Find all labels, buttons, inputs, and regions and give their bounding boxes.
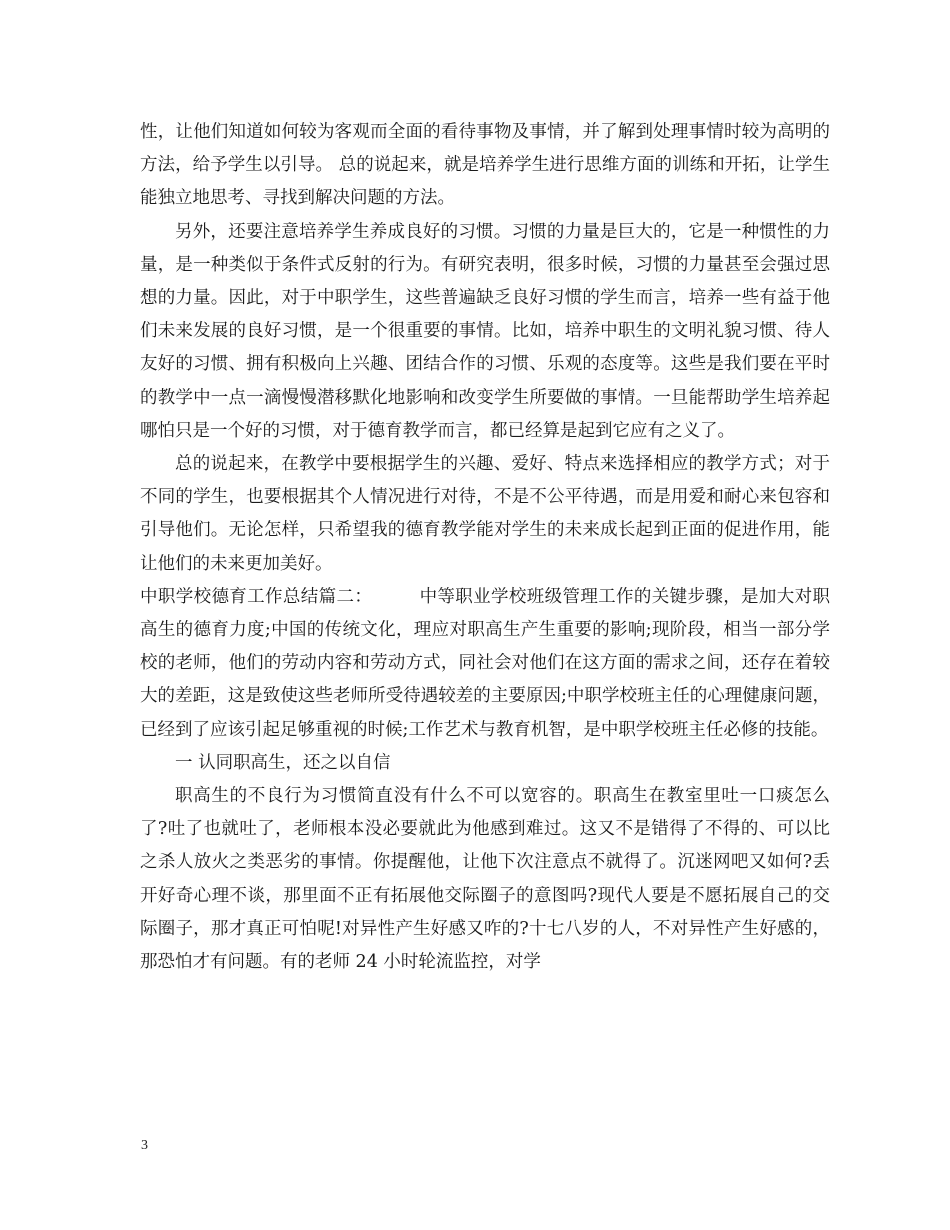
section-heading: 一 认同职高生，还之以自信 [175, 752, 391, 773]
body-text [140, 116, 830, 979]
paragraph-continuation: 性，让他们知道如何较为客观而全面的看待事物及事情，并了解到处理事情时较为高明的方法，给予学生以引导。 总的说起来，就是培养学生进行思维方面的训练和开拓，让学生能独立地思考、寻找到解决问题的方法。 [140, 122, 830, 209]
paragraph-tolerance: 职高生的不良行为习惯简直没有什么不可以宽容的。职高生在教室里吐一口痰怎么了?吐了也就吐了，老师根本没必要就此为他感到难过。这又不是错得了不得的、可以比之杀人放火之类恶劣的事情。你提醒他，让他下次注意点不就得了。沉迷网吧又如何?丢开好奇心理不谈，那里面不正有拓展他交际圈子的意图吗?现代人要是不愿拓展自己的交际圈子，那才真正可怕呢!对异性产生好感又咋的?十七八岁的人，不对异性产生好感的，那恐怕才有问题。有的老师 24 小时轮流监控，对学 [140, 786, 830, 973]
paragraph-habits: 另外，还要注意培养学生养成良好的习惯。习惯的力量是巨大的，它是一种惯性的力量，是一种类似于条件式反射的行为。有研究表明，很多时候，习惯的力量甚至会强过思想的力量。因此，对于中职学生，这些普遍缺乏良好习惯的学生而言，培养一些有益于他们未来发展的良好习惯，是一个很重要的事情。比如，培养中职生的文明礼貌习惯、待人友好的习惯、拥有积极向上兴趣、团结合作的习惯、乐观的态度等。这些是我们要在平时的教学中一点一滴慢慢潜移默化地影响和改变学生所要做的事情。一旦能帮助学生培养起哪怕只是一个好的习惯，对于德育教学而言，都已经算是起到它应有之义了。 [140, 221, 830, 441]
page-number: 3 [141, 1138, 148, 1153]
paragraph-article-two: 中职学校德育工作总结篇二： 中等职业学校班级管理工作的关键步骤，是加大对职高生的德育力度;中国的传统文化，理应对职高生产生重要的影响;现阶段，相当一部分学校的老师，他们的劳动内容和劳动方式，同社会对他们在这方面的需求之间，还存在着较大的差距，这是致使这些老师所受待遇较差的主要原因;中职学校班主任的心理健康问题，已经到了应该引起足够重视的时候;工作艺术与教育机智，是中职学校班主任必修的技能。 [140, 586, 830, 740]
paragraph-summary: 总的说起来，在教学中要根据学生的兴趣、爱好、特点来选择相应的教学方式；对于不同的学生，也要根据其个人情况进行对待，不是不公平待遇，而是用爱和耐心来包容和引导他们。无论怎样，只希望我的德育教学能对学生的未来成长起到正面的促进作用，能让他们的未来更加美好。 [140, 454, 830, 574]
